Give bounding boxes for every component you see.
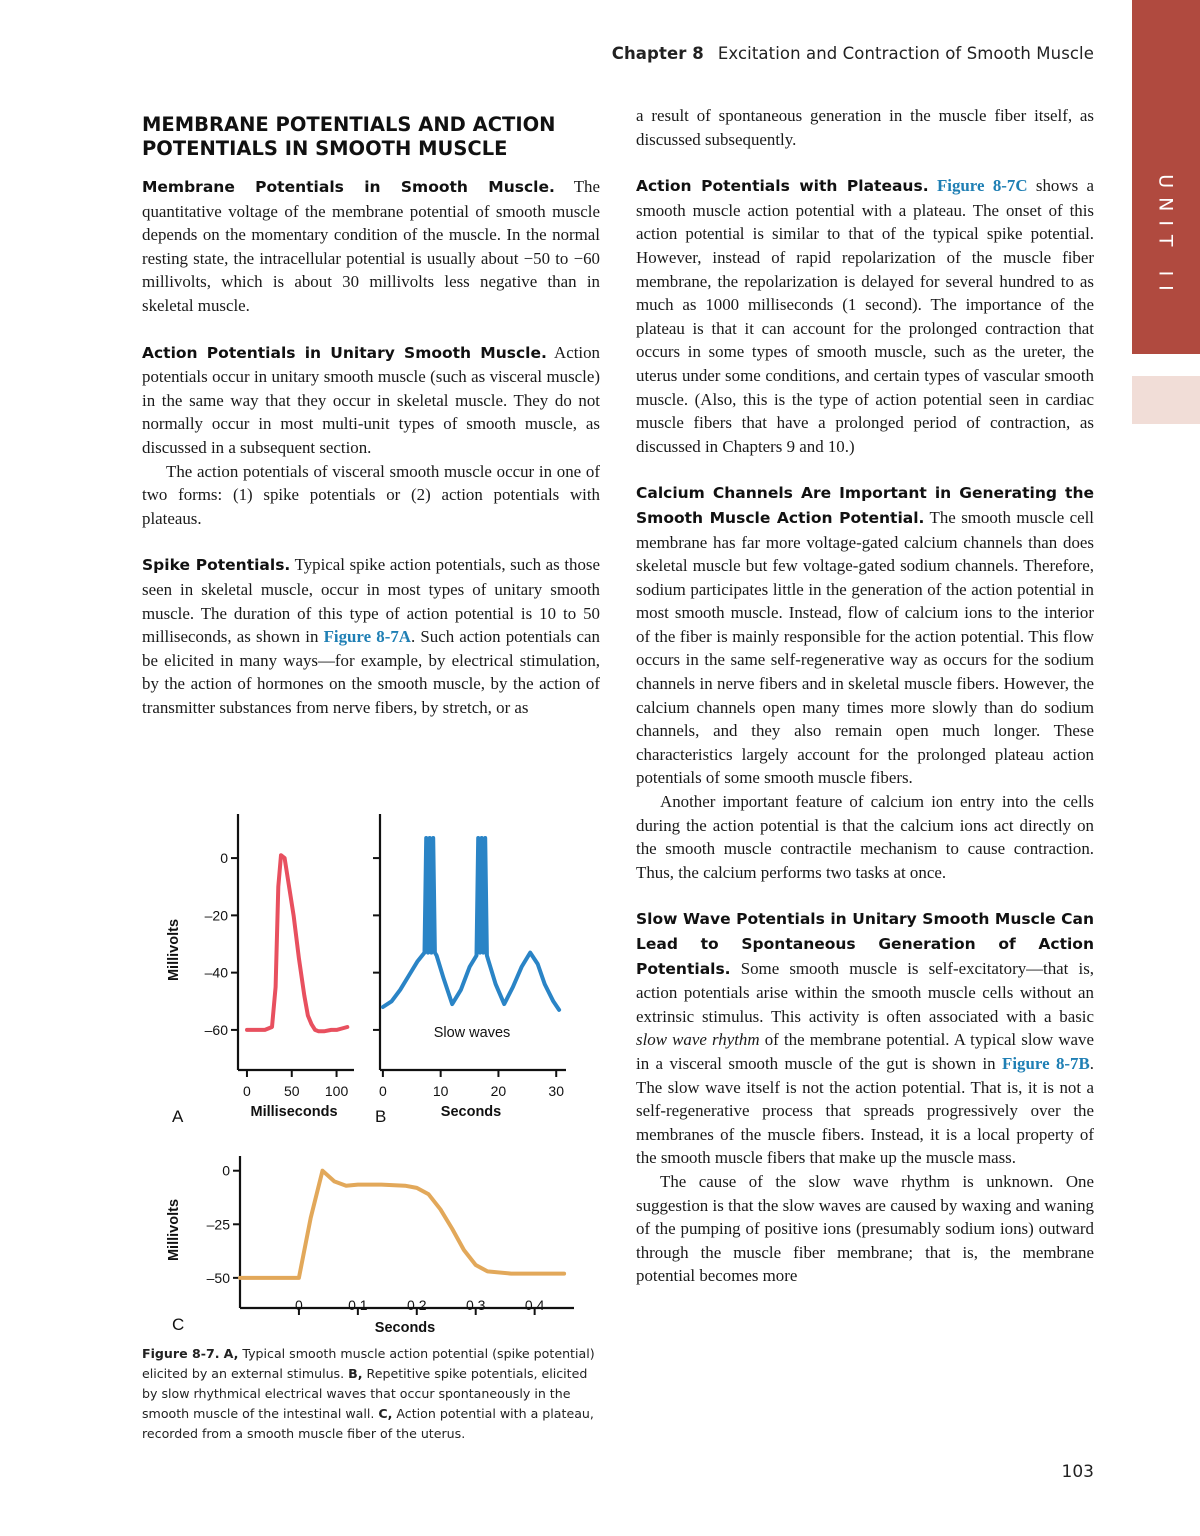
panel-b-x-axis-label: Seconds	[440, 1104, 502, 1120]
paragraph-membrane-potentials	[142, 175, 600, 318]
paragraph-plateaus	[636, 174, 1094, 458]
panel-a-y-tick-label: 0	[220, 850, 228, 867]
subhead-spike-potentials: Spike Potentials.	[142, 556, 291, 575]
unit-tab-label: UNIT II	[1155, 174, 1177, 300]
panel-c-x-tick-label: 0.4	[524, 1297, 545, 1313]
panel-a-y-tick-label: –20	[204, 907, 228, 924]
panel-c-y-axis-label: Millivolts	[166, 1198, 182, 1262]
paragraph-text: The quantitative voltage of the membrane potential of smooth muscle depends on the momentary condition of the muscle. In the normal resting state, the intracellular potential is usually about −50 to −60 millivolts, which is about 30 millivolts less negative than in skeletal muscle.	[142, 177, 600, 315]
paragraph-text: shows a smooth muscle action potential with a plateau. The onset of this action potential is similar to that of the typical spike potential. However, instead of rapid repolarization of the muscle fiber membrane, the repolarization is delayed for several hundred to as much as 1000 milliseconds (1 second). The importance of the plateau is that it can account for the prolonged contraction that occurs in some types of smooth muscle, such as the ureter, the uterus under some conditions, and certain types of vascular smooth muscle. (Also, this is the type of action potential seen in cardiac muscle fibers that have a prolonged period of contraction, as discussed in Chapters 9 and 10.)	[636, 176, 1094, 456]
page-number: 103	[1061, 1462, 1094, 1482]
figure-caption	[142, 1344, 602, 1444]
chapter-label: Chapter 8	[611, 44, 704, 63]
panel-b-x-tick-label: 30	[548, 1083, 565, 1099]
panel-b-letter: B	[375, 1107, 387, 1126]
panel-c-series-line	[240, 1171, 564, 1278]
caption-b-label: B,	[348, 1366, 363, 1381]
panel-c-letter: C	[172, 1315, 185, 1334]
panel-a-x-axis-label: Milliseconds	[250, 1104, 338, 1120]
unit-tab	[1132, 0, 1200, 354]
paragraph-text: . Such action potentials can be elicited in many ways—for example, by electrical stimulation, by the action of hormones on the smooth muscle, by the action of transmitter substances from nerve fibers, by stretch, or as	[142, 627, 600, 717]
paragraph-continuation: a result of spontaneous generation in the muscle fiber itself, as discussed subsequently.	[636, 106, 1094, 149]
panel-c-y-tick-label: –50	[206, 1269, 230, 1286]
paragraph-text: Some smooth muscle is self-excitatory—that is, action potentials arise within the smooth muscle cells without an extrinsic stimulus. This activity is often associated with a basic	[636, 958, 1094, 1026]
figure-link-8-7c[interactable]: Figure 8-7C	[936, 176, 1028, 196]
panel-b-x-tick-label: 10	[432, 1083, 449, 1099]
panel-b-x-tick-label: 0	[378, 1083, 387, 1099]
paragraph-text: The smooth muscle cell membrane has far more voltage-gated calcium channels than does skeletal muscle but few voltage-gated sodium channels. Therefore, sodium participates little in the generation of the action potential in most smooth muscle. Instead, flow of calcium ions to the interior of the fiber is mainly responsible for the action potential. This flow occurs in the same self-regenerative way as occurs for the sodium channels in nerve fibers and in skeletal muscle fibers. However, the calcium channels open many times more slowly than do sodium channels, and they also remain open much longer. These characteristics largely account for the prolonged plateau action potentials of some smooth muscle fibers.	[636, 507, 1094, 788]
paragraph-text: of the membrane potential. A typical slow wave in a visceral smooth muscle of the gut is shown in	[636, 1030, 1094, 1073]
panel-a-x-tick-label: 100	[324, 1083, 349, 1099]
paragraph-slow-wave-cause: The cause of the slow wave rhythm is unknown. One suggestion is that the slow waves are caused by waxing and waning of the pumping of positive ions (presumably sodium ions) outward through the muscle fiber membrane; that is, the membrane potential becomes more	[636, 1171, 1094, 1286]
paragraph-calcium-channels	[636, 481, 1094, 790]
section-title: MEMBRANE POTENTIALS AND ACTION POTENTIALS IN SMOOTH MUSCLE	[142, 113, 556, 160]
running-head	[612, 44, 1094, 63]
panel-c-x-tick-label: 0	[295, 1297, 303, 1313]
paragraph-spike-potentials	[142, 553, 600, 719]
paragraph-two-forms: The action potentials of visceral smooth muscle occur in one of two forms: (1) spike potentials or (2) action potentials with plateaus.	[142, 461, 600, 528]
subhead-membrane-potentials: Membrane Potentials in Smooth Muscle.	[142, 178, 555, 196]
caption-b-text: Repetitive spike potentials, elicited by slow rhythmical electrical waves that occur spontaneously in the smooth muscle of the intestinal wall.	[142, 1366, 588, 1421]
panel-c-x-tick-label: 0.2	[407, 1297, 427, 1313]
panel-b-x-tick-label: 20	[490, 1083, 507, 1099]
caption-c-text: Action potential with a plateau, recorded from a smooth muscle fiber of the uterus.	[142, 1406, 594, 1441]
subhead-unitary-action-potentials: Action Potentials in Unitary Smooth Muscle.	[142, 343, 547, 362]
panel-a-x-tick-label: 50	[283, 1083, 300, 1099]
paragraph-unitary-action-potentials	[142, 341, 600, 460]
panel-a-y-tick-label: –60	[204, 1021, 228, 1038]
right-column	[636, 104, 1094, 1288]
figure-link-8-7a[interactable]: Figure 8-7A	[323, 627, 411, 647]
chapter-title: Excitation and Contraction of Smooth Muscle	[717, 44, 1094, 63]
caption-label: Figure 8-7.	[142, 1346, 220, 1361]
panel-a-x-tick-label: 0	[243, 1083, 251, 1099]
paragraph-calcium-tasks: Another important feature of calcium ion entry into the cells during the action potential is that the calcium ions act directly on the smooth muscle contractile mechanism to cause contraction. Thus, the calcium performs two tasks at once.	[636, 792, 1094, 882]
panel-c-y-tick-label: 0	[222, 1162, 230, 1179]
unit-tab-marker	[1132, 376, 1200, 424]
panel-b-series-line	[383, 838, 559, 1010]
figure-link-8-7b[interactable]: Figure 8-7B	[1002, 1053, 1090, 1073]
panel-a-y-axis-label: Millivolts	[166, 918, 182, 982]
panel-c-x-tick-label: 0.3	[465, 1297, 486, 1313]
paragraph-slow-waves	[636, 907, 1094, 1170]
panel-a-y-tick-label: –40	[204, 964, 228, 981]
caption-c-label: C,	[378, 1406, 393, 1421]
panel-c-y-tick-label: –25	[206, 1216, 230, 1233]
paragraph-text: Typical spike action potentials, such as those seen in skeletal muscle, occur in most types of unitary smooth muscle. The duration of this type of action potential is 10 to 50 milliseconds, as shown in	[142, 555, 600, 647]
panel-c-x-axis-label: Seconds	[374, 1320, 436, 1336]
figure-8-7	[142, 800, 602, 1360]
emphasis-slow-wave-rhythm: slow wave rhythm	[636, 1030, 760, 1050]
caption-a-text: Typical smooth muscle action potential (spike potential) elicited by an external stimulus.	[142, 1346, 595, 1381]
panel-a-series-line	[247, 855, 347, 1031]
caption-a-label: A,	[223, 1346, 239, 1361]
subhead-plateaus: Action Potentials with Plateaus.	[636, 177, 929, 196]
panel-b-annotation: Slow waves	[433, 1025, 511, 1041]
left-column	[142, 113, 600, 719]
subhead-slow-waves: Slow Wave Potentials in Unitary Smooth Muscle Can Lead to Spontaneous Generation of Action Potentials.	[636, 910, 1094, 978]
subhead-calcium-channels: Calcium Channels Are Important in Generating the Smooth Muscle Action Potential.	[636, 484, 1094, 527]
panel-a-letter: A	[172, 1107, 184, 1126]
paragraph-text: Action potentials occur in unitary smooth muscle (such as visceral muscle) in the same way that they occur in skeletal muscle. They do not normally occur in most multi-unit types of smooth muscle, as discussed in a subsequent section.	[142, 342, 600, 457]
panel-c-x-tick-label: 0.1	[348, 1297, 368, 1313]
paragraph-text: . The slow wave itself is not the action potential. That is, it is not a self-regenerative process that spreads progressively over the membranes of the muscle fibers. Instead, it is a local property of the smooth muscle fibers that make up the muscle mass.	[636, 1053, 1094, 1168]
